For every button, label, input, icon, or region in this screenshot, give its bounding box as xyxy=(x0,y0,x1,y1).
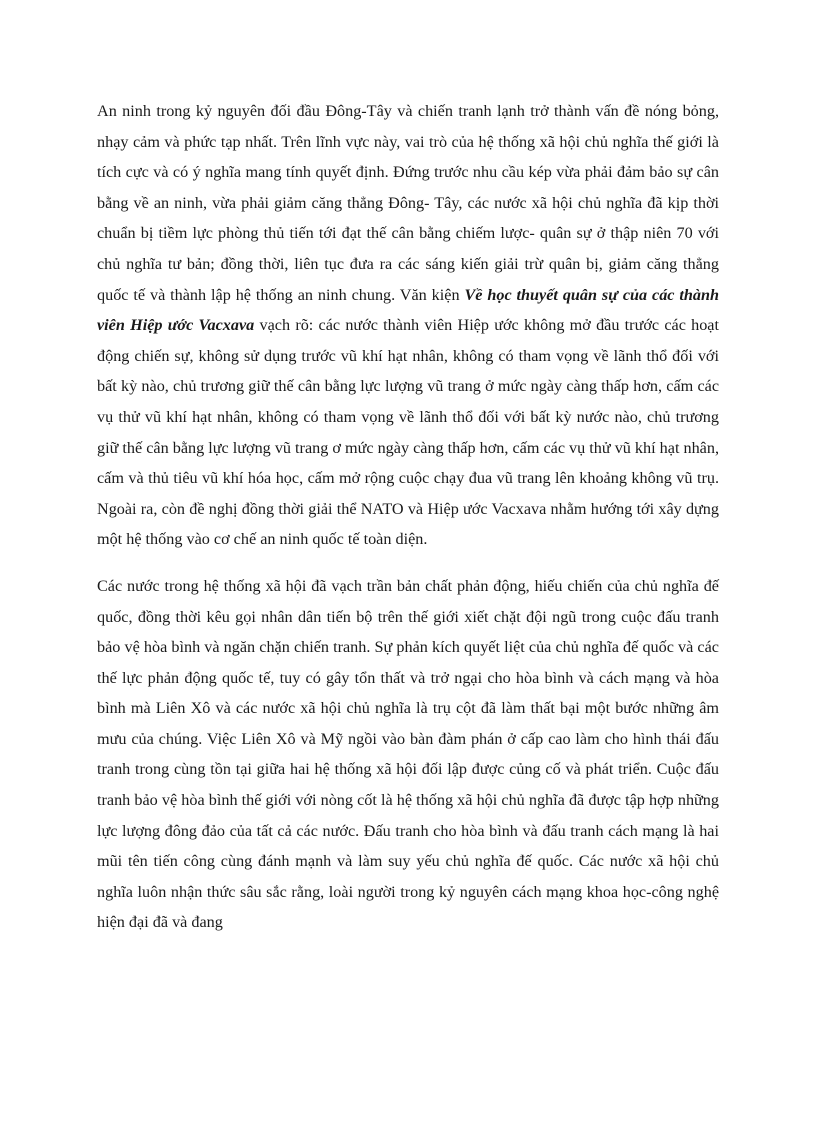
paragraph-1-text-after: vạch rõ: các nước thành viên Hiệp ước không mở đầu trước các hoạt động chiến sự, không sử dụng trước vũ khí hạt nhân, không có tham vọng về lãnh thổ đối với bất kỳ nào, chủ trương giữ thế cân bằng lực lượng vũ trang ở mức ngày càng thấp hơn, cấm các vụ thử vũ khí hạt nhân, không có tham vọng về lãnh thổ đối với bất kỳ nước nào, chủ trương giữ thế cân bằng lực lượng vũ trang ơ mức ngày càng thấp hơn, cấm các vụ thử vũ khí hạt nhân, cấm và thủ tiêu vũ khí hóa học, cấm mở rộng cuộc chạy đua vũ trang lên khoảng không vũ trụ. Ngoài ra, còn đề nghị đồng thời giải thể NATO và Hiệp ước Vacxava nhằm hướng tới xây dựng một hệ thống vào cơ chế an ninh quốc tế toàn diện. xyxy=(97,316,720,549)
document-title-emphasis: Về học thuyết quân sự của các thành viên Hiệp ước Vacxava xyxy=(97,285,719,335)
paragraph-1-text-before: An ninh trong kỷ nguyên đối đầu Đông-Tây và chiến tranh lạnh trở thành vấn đề nóng bỏng, nhạy cảm và phức tạp nhất. Trên lĩnh vực này, vai trò của hệ thống xã hội chủ nghĩa thế giới là tích cực và có ý nghĩa mang tính quyết định. Đứng trước nhu cầu kép vừa phải đảm bảo sự cân bằng về an ninh, vừa phải giảm căng thẳng Đông- Tây, các nước xã hội chủ nghĩa đã kịp thời chuẩn bị tiềm lực phòng thủ tiến tới đạt thế cân bằng chiếm lược- quân sự ở thập niên 70 với chủ nghĩa tư bản; đồng thời, liên tục đưa ra các sáng kiến giải trừ quân bị, giảm căng thẳng quốc tế và thành lập hệ thống an ninh chung. Văn kiện xyxy=(97,102,719,304)
paragraph-security-cold-war xyxy=(97,96,719,555)
document-page xyxy=(97,96,719,938)
paragraph-peace-struggle: Các nước trong hệ thống xã hội đã vạch trần bản chất phản động, hiếu chiến của chủ nghĩa đế quốc, đồng thời kêu gọi nhân dân tiến bộ trên thế giới xiết chặt đội ngũ trong cuộc đấu tranh bảo vệ hòa bình và ngăn chặn chiến tranh. Sự phản kích quyết liệt của chủ nghĩa đế quốc và các thế lực phản động quốc tế, tuy có gây tổn thất và trở ngại cho hòa bình và cách mạng và hòa bình mà Liên Xô và các nước xã hội chủ nghĩa là trụ cột đã làm thất bại một bước những âm mưu của chúng. Việc Liên Xô và Mỹ ngồi vào bàn đàm phán ở cấp cao làm cho hình thái đấu tranh trong cùng tồn tại giữa hai hệ thống xã hội đối lập được củng cố và phát triển. Cuộc đấu tranh bảo vệ hòa bình thế giới với nòng cốt là hệ thống xã hội chủ nghĩa đã được tập hợp những lực lượng đông đảo của tất cả các nước. Đấu tranh cho hòa bình và đấu tranh cách mạng là hai mũi tên tiến công cùng đánh mạnh và làm suy yếu chủ nghĩa đế quốc. Các nước xã hội chủ nghĩa luôn nhận thức sâu sắc rằng, loài người trong kỷ nguyên cách mạng khoa học-công nghệ hiện đại đã và đang xyxy=(97,576,719,932)
